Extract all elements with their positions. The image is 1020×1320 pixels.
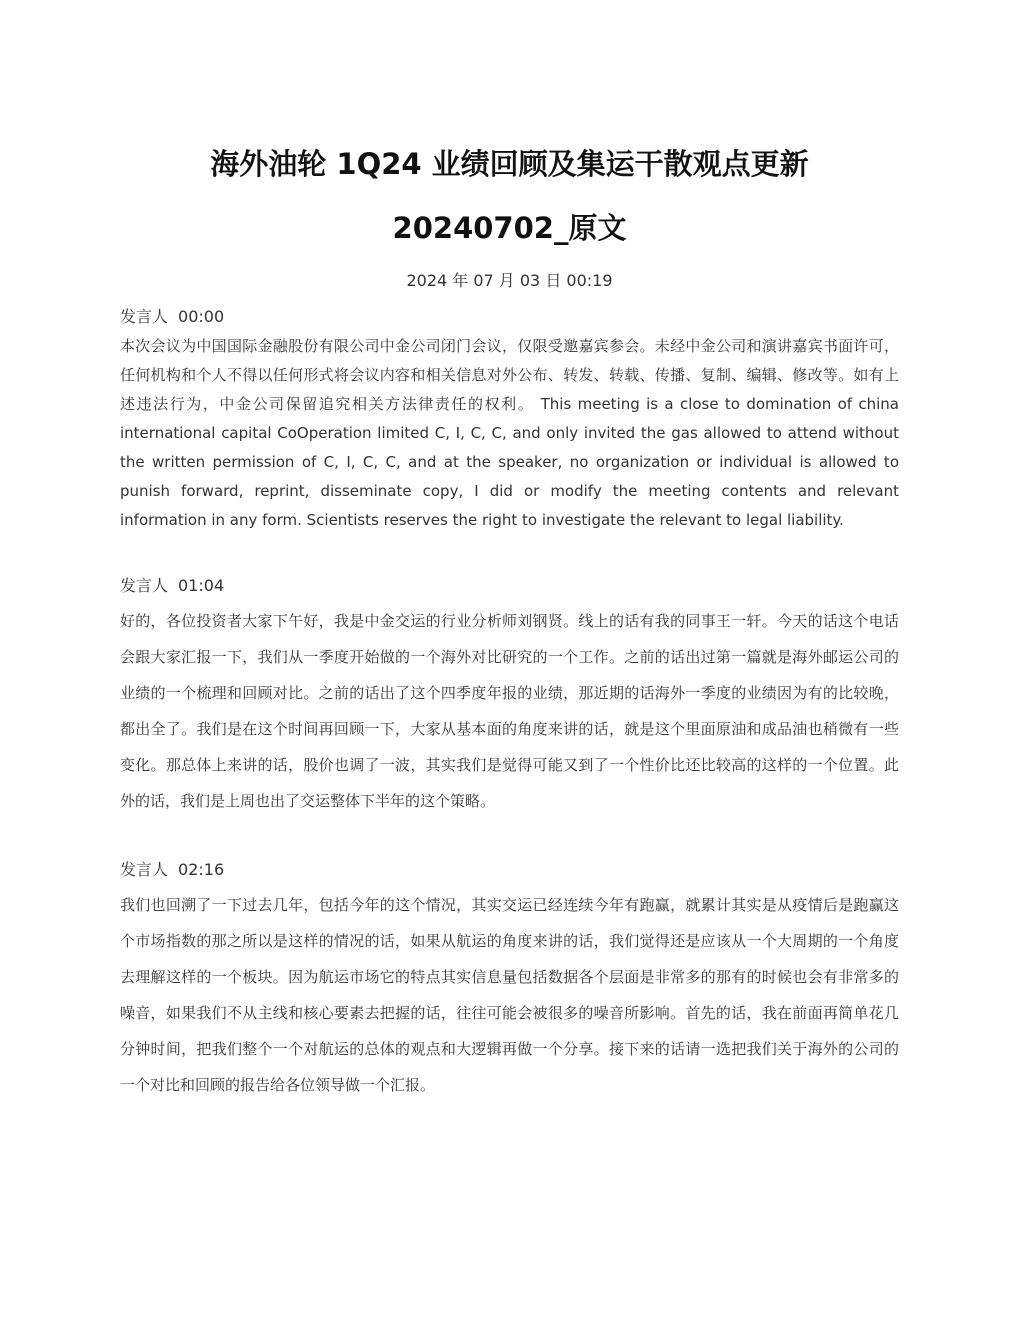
- speaker-timestamp: 01:04: [178, 576, 225, 595]
- speaker-name: 发言人: [120, 307, 169, 326]
- speaker-name: 发言人: [120, 860, 169, 879]
- speaker-timestamp: 00:00: [178, 307, 225, 326]
- document-date: 2024 年 07 月 03 日 00:19: [406, 271, 613, 290]
- transcript-paragraph: 我们也回溯了一下过去几年，包括今年的这个情况，其实交运已经连续今年有跑赢，就累计其实是从疫情后是跑赢这个市场指数的那之所以是这样的情况的话，如果从航运的角度来讲的话，我们觉得还是应该从一个大周期的一个角度去理解这样的一个板块。因为航运市场它的特点其实信息量包括数据各个层面是非常多的那有的时候也会有非常多的噪音，如果我们不从主线和核心要素去把握的话，往往可能会被很多的噪音所影响。首先的话，我在前面再简单花几分钟时间，把我们整个一个对航运的总体的观点和大逻辑再做一个分享。接下来的话请一选把我们关于海外的公司的一个对比和回顾的报告给各位领导做一个汇报。: [120, 896, 899, 1094]
- document-page: [120, 0, 899, 1103]
- transcript-section-2: [120, 575, 899, 819]
- speaker-timestamp: 02:16: [178, 860, 225, 879]
- transcript-section-3: [120, 859, 899, 1103]
- transcript-section-1: [120, 306, 899, 535]
- document-title-line1: 海外油轮 1Q24 业绩回顾及集运干散观点更新: [210, 147, 809, 181]
- speaker-name: 发言人: [120, 576, 169, 595]
- speaker-line: [120, 575, 899, 597]
- speaker-line: [120, 859, 899, 881]
- document-title-line2: 20240702_原文: [392, 211, 627, 245]
- speaker-line: [120, 306, 899, 328]
- transcript-paragraph: 本次会议为中国国际金融股份有限公司中金公司闭门会议，仅限受邀嘉宾参会。未经中金公司和演讲嘉宾书面许可，任何机构和个人不得以任何形式将会议内容和相关信息对外公布、转发、转载、传播、复制、编辑、修改等。如有上述违法行为，中金公司保留追究相关方法律责任的权利。 This meeting is a close to domination of china international capital CoOperation limited C, I, C, C, and only invited the gas allowed to attend without the written permission of C, I, C, C, and at the speaker, no organization or individual is allowed to punish forward, reprint, disseminate copy, I did or modify the meeting contents and relevant information in any form. Scientists reserves the right to investigate the relevant to legal liability.: [120, 337, 899, 529]
- transcript-paragraph: 好的，各位投资者大家下午好，我是中金交运的行业分析师刘钢贤。线上的话有我的同事王一轩。今天的话这个电话会跟大家汇报一下，我们从一季度开始做的一个海外对比研究的一个工作。之前的话出过第一篇就是海外邮运公司的业绩的一个梳理和回顾对比。之前的话出了这个四季度年报的业绩，那近期的话海外一季度的业绩因为有的比较晚，都出全了。我们是在这个时间再回顾一下，大家从基本面的角度来讲的话，就是这个里面原油和成品油也稍微有一些变化。那总体上来讲的话，股价也调了一波，其实我们是觉得可能又到了一个性价比还比较高的这样的一个位置。此外的话，我们是上周也出了交运整体下半年的这个策略。: [120, 612, 899, 810]
